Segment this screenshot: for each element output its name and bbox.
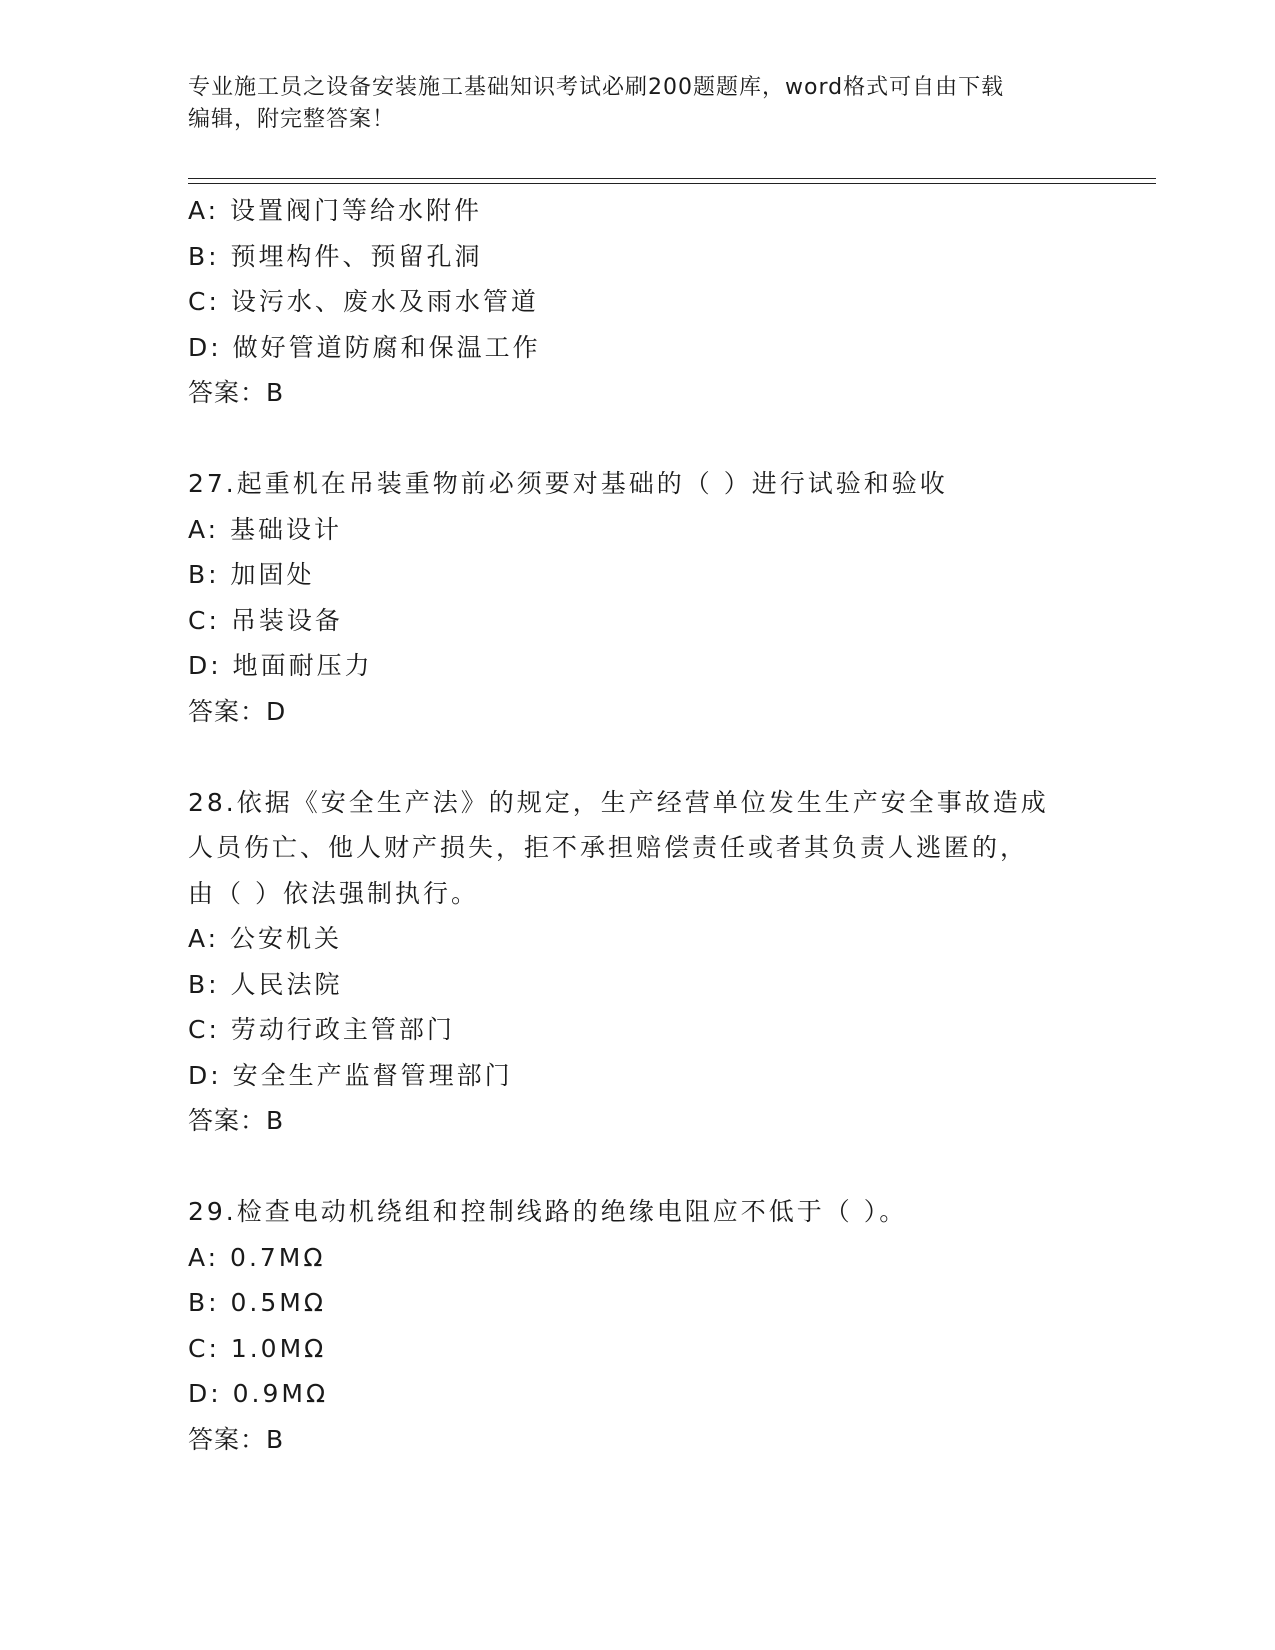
option-a: A: 公安机关 <box>188 924 343 953</box>
option-c: C: 设污水、废水及雨水管道 <box>188 287 539 316</box>
question-28 <box>188 780 1088 1144</box>
option-b: B: 人民法院 <box>188 969 343 999</box>
document-header <box>188 72 1088 136</box>
option-c: C: 1.0MΩ <box>188 1333 327 1363</box>
option-c: C: 吊装设备 <box>188 605 343 635</box>
header-line-1: 专业施工员之设备安装施工基础知识考试必刷200题题库，word格式可自由下载 <box>188 75 1005 100</box>
header-rule-top <box>188 178 1156 179</box>
answer: 答案：B <box>188 378 285 407</box>
question-stem: 29.检查电动机绕组和控制线路的绝缘电阻应不低于（ ）。 <box>188 1197 908 1226</box>
option-a: A: 0.7MΩ <box>188 1242 326 1272</box>
option-b: B: 0.5MΩ <box>188 1288 326 1317</box>
question-stem-line-3: 由（ ）依法强制执行。 <box>188 878 479 908</box>
question-list <box>188 188 1088 1462</box>
option-c: C: 劳动行政主管部门 <box>188 1015 455 1044</box>
question-29 <box>188 1189 1088 1462</box>
option-b: B: 加固处 <box>188 560 315 589</box>
answer: 答案：B <box>188 1106 285 1135</box>
option-a: A: 设置阀门等给水附件 <box>188 196 483 225</box>
option-d: D: 做好管道防腐和保温工作 <box>188 332 541 362</box>
question-stem-line-2: 人员伤亡、他人财产损失，拒不承担赔偿责任或者其负责人逃匿的， <box>188 833 1029 862</box>
spacer <box>188 1144 1088 1190</box>
question-stem: 27.起重机在吊装重物前必须要对基础的（ ）进行试验和验收 <box>188 469 948 498</box>
option-d: D: 0.9MΩ <box>188 1379 329 1408</box>
option-a: A: 基础设计 <box>188 514 343 544</box>
option-d: D: 安全生产监督管理部门 <box>188 1060 513 1090</box>
option-d: D: 地面耐压力 <box>188 651 373 680</box>
question-stem-line-1: 28.依据《安全生产法》的规定，生产经营单位发生生产安全事故造成 <box>188 787 1049 817</box>
answer: 答案：D <box>188 696 287 726</box>
header-rule-bottom <box>188 183 1156 184</box>
option-b: B: 预埋构件、预留孔洞 <box>188 241 483 271</box>
spacer <box>188 734 1088 780</box>
header-line-2: 编辑，附完整答案！ <box>188 107 396 132</box>
question-27 <box>188 461 1088 734</box>
answer: 答案：B <box>188 1424 285 1454</box>
question-26 <box>188 188 1088 416</box>
spacer <box>188 416 1088 462</box>
